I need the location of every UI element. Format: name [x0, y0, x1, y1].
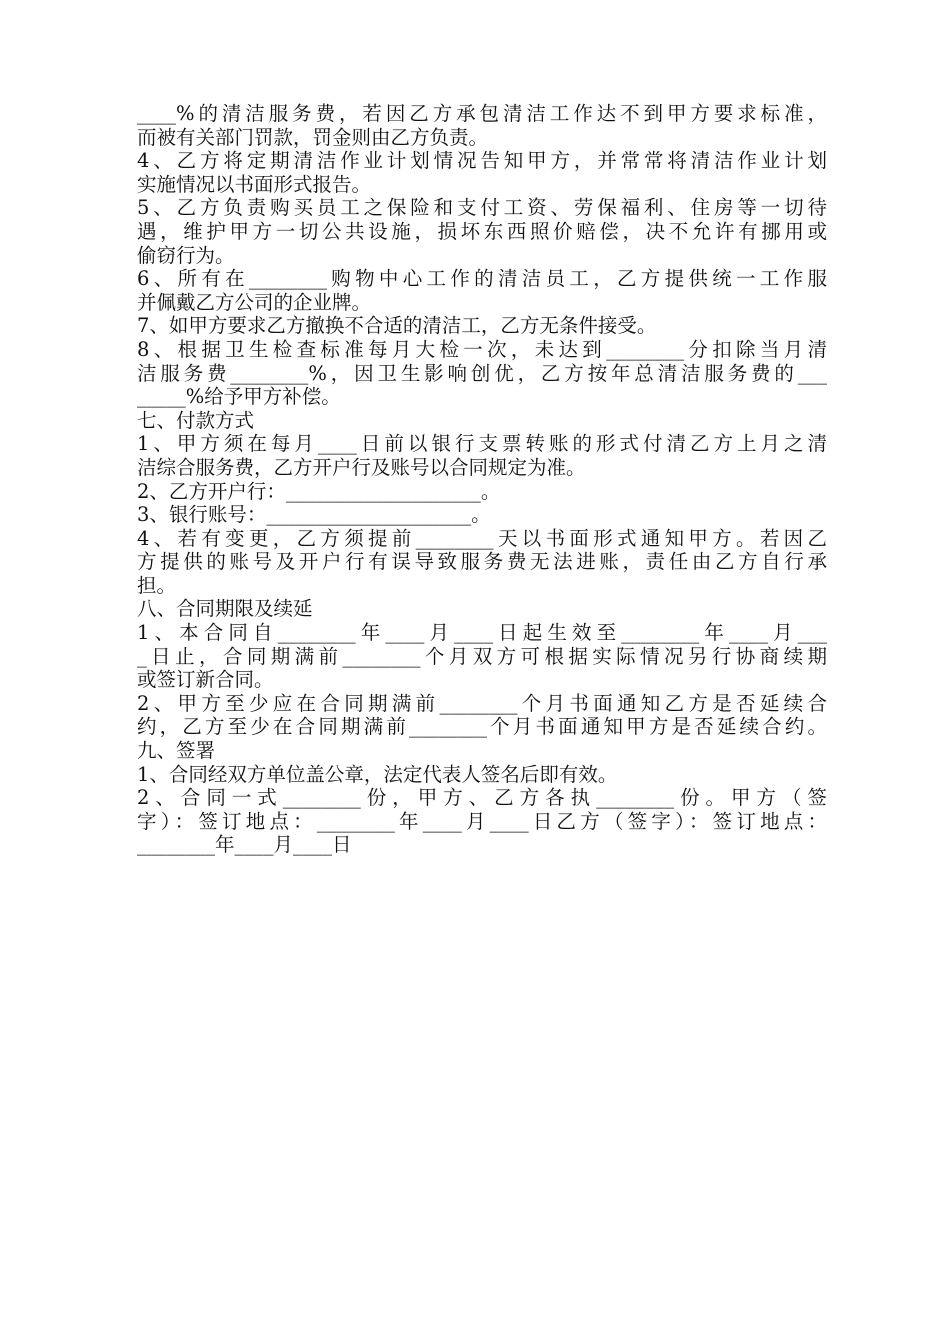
document-line: 2、合同一式________份，甲方、乙方各执________份。甲方（签 [137, 786, 827, 810]
document-line: 2、乙方开户行：____________________。 [137, 479, 501, 503]
document-line: 并佩戴乙方公司的企业牌。 [137, 290, 372, 314]
document-line: 3、银行账号：_____________________。 [137, 503, 491, 527]
document-line: 偷窃行为。 [137, 243, 235, 267]
document-body [137, 102, 827, 857]
document-line: 7、如甲方要求乙方撤换不合适的清洁工，乙方无条件接受。 [137, 314, 657, 338]
document-line: 2、甲方至少应在合同期满前________个月书面通知乙方是否延续合 [137, 691, 827, 715]
document-line: 洁综合服务费，乙方开户行及账号以合同规定为准。 [137, 455, 586, 479]
document-line: 4、若有变更，乙方须提前________天以书面形式通知甲方。若因乙 [137, 526, 827, 550]
document-line: 5、乙方负责购买员工之保险和支付工资、劳保福利、住房等一切待 [137, 196, 827, 220]
document-line: 或签订新合同。 [137, 668, 274, 692]
document-line: _____%给予甲方补偿。 [137, 385, 341, 409]
document-line: 实施情况以书面形式报告。 [137, 172, 372, 196]
document-line: 约，乙方至少在合同期满前________个月书面通知甲方是否延续合约。 [137, 715, 827, 739]
document-line: 6、所有在________购物中心工作的清洁员工，乙方提供统一工作服 [137, 267, 827, 291]
document-line: 4、乙方将定期清洁作业计划情况告知甲方，并常常将清洁作业计划 [137, 149, 827, 173]
document-line: _日止，合同期满前________个月双方可根据实际情况另行协商续期 [137, 644, 827, 668]
document-line: 而被有关部门罚款，罚金则由乙方负责。 [137, 125, 489, 149]
document-line: 洁服务费________%，因卫生影响创优，乙方按年总清洁服务费的___ [137, 361, 827, 385]
document-line: 八、合同期限及续延 [137, 597, 313, 621]
document-line: 七、付款方式 [137, 408, 255, 432]
document-line: ________年____月____日 [137, 833, 352, 857]
document-line: 九、签署 [137, 739, 216, 763]
document-line: 方提供的账号及开户行有误导致服务费无法进账，责任由乙方自行承 [137, 550, 827, 574]
document-line: ____%的清洁服务费，若因乙方承包清洁工作达不到甲方要求标准， [137, 102, 827, 125]
document-line: 1、合同经双方单位盖公章，法定代表人签名后即有效。 [137, 762, 618, 786]
document-line: 8、根据卫生检查标准每月大检一次，未达到________分扣除当月清 [137, 337, 827, 361]
document-line: 遇，维护甲方一切公共设施，损坏东西照价赔偿，决不允许有挪用或 [137, 219, 827, 243]
document-line: 1、本合同自________年____月____日起生效至________年____月___ [137, 621, 827, 645]
document-line: 1、甲方须在每月____日前以银行支票转账的形式付清乙方上月之清 [137, 432, 827, 456]
document-line: 担。 [137, 573, 177, 597]
document-line: 字）：签订地点：________年____月____日乙方（签字）：签订地点： [137, 809, 827, 833]
